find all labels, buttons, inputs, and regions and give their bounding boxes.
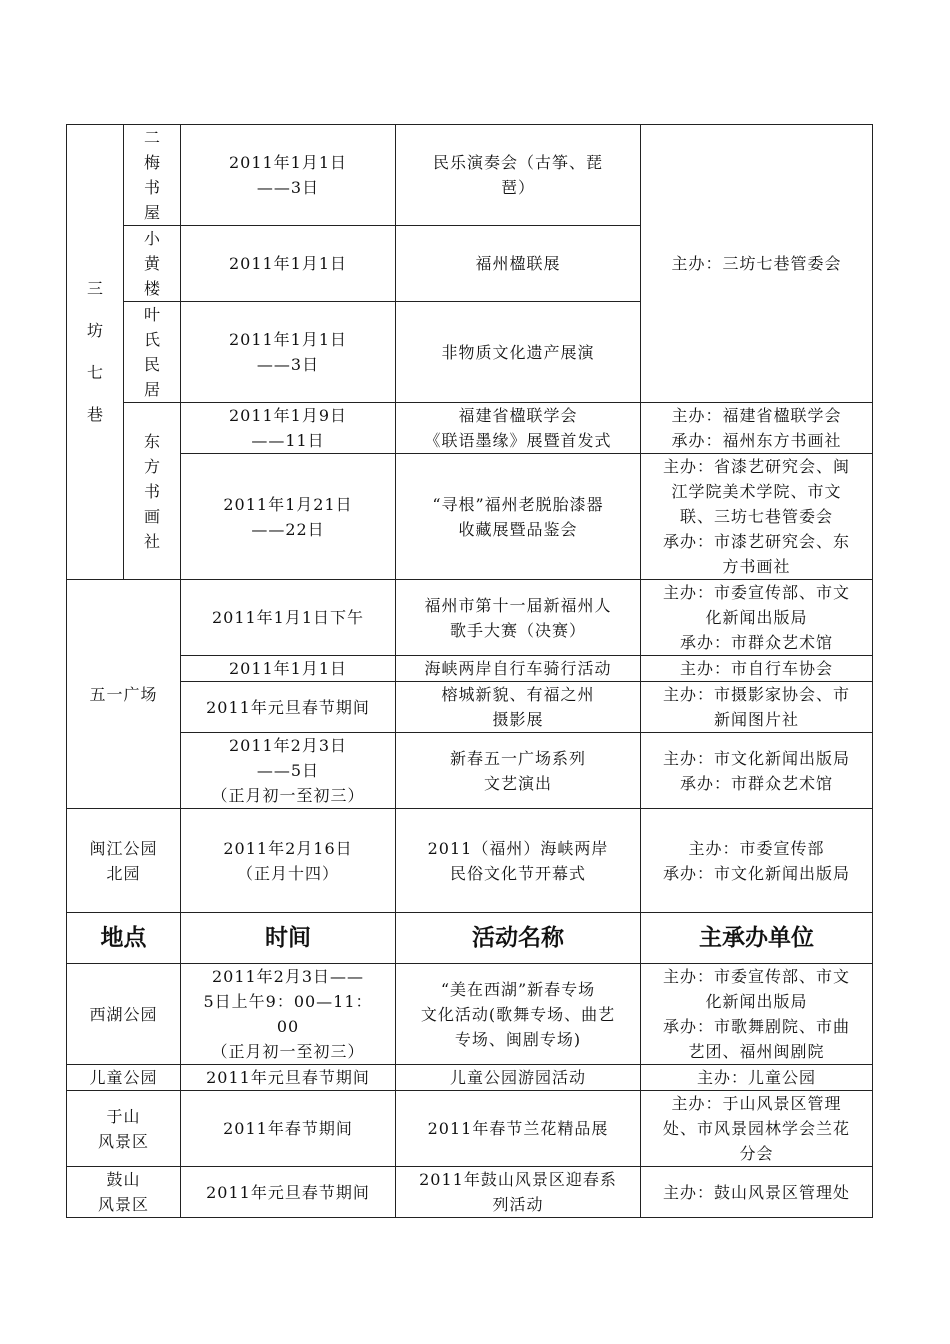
activity-cell: 海峡两岸自行车骑行活动 — [396, 656, 641, 682]
table-row — [67, 809, 873, 913]
organizer-cell: 主办：于山风景区管理 处、市风景园林学会兰花 分会 — [641, 1091, 873, 1167]
organizer-cell: 主办：市文化新闻出版局 承办：市群众艺术馆 — [641, 733, 873, 809]
time-cell: 2011年1月1日下午 — [181, 580, 396, 656]
organizer-cell: 主办：市摄影家协会、市 新闻图片社 — [641, 682, 873, 733]
location-cell: 西湖公园 — [67, 964, 181, 1065]
time-cell: 2011年2月3日—— 5日上午9：00—11： 00 （正月初一至初三） — [181, 964, 396, 1065]
time-cell: 2011年元旦春节期间 — [181, 1167, 396, 1218]
header-time: 时间 — [181, 913, 396, 964]
activity-cell: 2011（福州）海峡两岸 民俗文化节开幕式 — [396, 809, 641, 913]
activity-cell: 2011年鼓山风景区迎春系 列活动 — [396, 1167, 641, 1218]
time-cell: 2011年1月1日 — [181, 226, 396, 302]
activity-cell: 2011年春节兰花精品展 — [396, 1091, 641, 1167]
time-cell: 2011年2月16日 （正月十四） — [181, 809, 396, 913]
time-cell: 2011年1月1日 — [181, 656, 396, 682]
activity-cell: 新春五一广场系列 文艺演出 — [396, 733, 641, 809]
organizer-cell: 主办：三坊七巷管委会 — [641, 125, 873, 403]
table-row — [67, 454, 873, 580]
header-location: 地点 — [67, 913, 181, 964]
location-cell: 五一广场 — [67, 580, 181, 809]
venue-cell: 二梅书屋 — [124, 125, 181, 226]
table-row — [67, 1091, 873, 1167]
time-cell: 2011年2月3日 ——5日 （正月初一至初三） — [181, 733, 396, 809]
time-cell: 2011年1月21日 ——22日 — [181, 454, 396, 580]
time-cell: 2011年1月1日 ——3日 — [181, 302, 396, 403]
activity-cell: 非物质文化遗产展演 — [396, 302, 641, 403]
time-cell: 2011年1月9日 ——11日 — [181, 403, 396, 454]
activity-cell: 榕城新貌、有福之州 摄影展 — [396, 682, 641, 733]
district-cell: 三坊七巷 — [67, 125, 124, 580]
location-cell: 鼓山 风景区 — [67, 1167, 181, 1218]
table-row — [67, 1167, 873, 1218]
venue-cell: 叶氏民居 — [124, 302, 181, 403]
activity-cell: “美在西湖”新春专场 文化活动(歌舞专场、曲艺 专场、闽剧专场) — [396, 964, 641, 1065]
activity-cell: “寻根”福州老脱胎漆器 收藏展暨品鉴会 — [396, 454, 641, 580]
activity-cell: 福州市第十一届新福州人 歌手大赛（决赛） — [396, 580, 641, 656]
time-cell: 2011年元旦春节期间 — [181, 682, 396, 733]
organizer-cell: 主办：市委宣传部、市文 化新闻出版局 承办：市歌舞剧院、市曲 艺团、福州闽剧院 — [641, 964, 873, 1065]
table-row — [67, 682, 873, 733]
table-row — [67, 733, 873, 809]
header-activity: 活动名称 — [396, 913, 641, 964]
organizer-cell: 主办：市委宣传部、市文 化新闻出版局 承办：市群众艺术馆 — [641, 580, 873, 656]
organizer-cell: 主办：福建省楹联学会 承办：福州东方书画社 — [641, 403, 873, 454]
table-row — [67, 656, 873, 682]
venue-cell: 东方书画社 — [124, 403, 181, 580]
organizer-cell: 主办：省漆艺研究会、闽 江学院美术学院、市文 联、三坊七巷管委会 承办：市漆艺研究会、东 方书画社 — [641, 454, 873, 580]
activity-cell: 福州楹联展 — [396, 226, 641, 302]
organizer-cell: 主办：鼓山风景区管理处 — [641, 1167, 873, 1218]
time-cell: 2011年春节期间 — [181, 1091, 396, 1167]
activity-cell: 福建省楹联学会 《联语墨缘》展暨首发式 — [396, 403, 641, 454]
table-row — [67, 1065, 873, 1091]
activity-table — [66, 124, 873, 1218]
organizer-cell: 主办：市自行车协会 — [641, 656, 873, 682]
location-cell: 于山 风景区 — [67, 1091, 181, 1167]
table-row — [67, 125, 873, 226]
time-cell: 2011年1月1日 ——3日 — [181, 125, 396, 226]
time-cell: 2011年元旦春节期间 — [181, 1065, 396, 1091]
activity-cell: 民乐演奏会（古筝、琵 琶） — [396, 125, 641, 226]
organizer-cell: 主办：市委宣传部 承办：市文化新闻出版局 — [641, 809, 873, 913]
table-row — [67, 403, 873, 454]
table-row — [67, 580, 873, 656]
activity-cell: 儿童公园游园活动 — [396, 1065, 641, 1091]
location-cell: 闽江公园 北园 — [67, 809, 181, 913]
location-cell: 儿童公园 — [67, 1065, 181, 1091]
table-row — [67, 964, 873, 1065]
organizer-cell: 主办：儿童公园 — [641, 1065, 873, 1091]
table-header-row — [67, 913, 873, 964]
header-organizer: 主承办单位 — [641, 913, 873, 964]
venue-cell: 小黄楼 — [124, 226, 181, 302]
